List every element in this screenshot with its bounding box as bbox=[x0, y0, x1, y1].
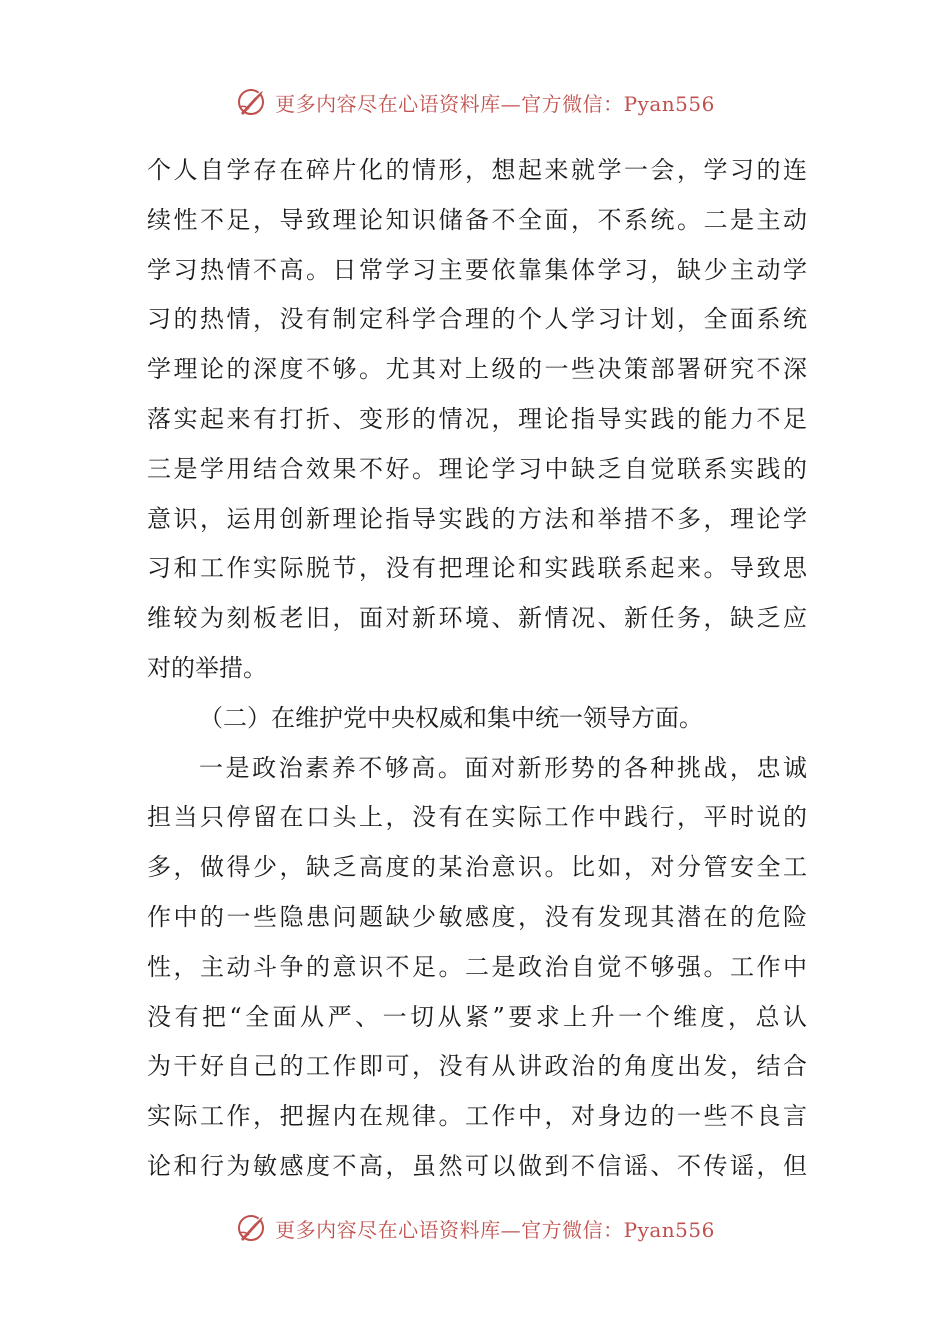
text-line: 一是政治素养不够高。面对新形势的各种挑战，忠诚 bbox=[199, 753, 807, 782]
text-line: 担当只停留在口头上，没有在实际工作中践行，平时说的 bbox=[147, 803, 807, 832]
quill-pen-logo-icon bbox=[235, 85, 269, 119]
header-watermark-banner bbox=[0, 82, 950, 122]
text-line: 习的热情，没有制定科学合理的个人学习计划，全面系统 bbox=[147, 305, 807, 334]
text-line: 性，主动斗争的意识不足。二是政治自觉不够强。工作中 bbox=[147, 952, 807, 981]
text-line: 维较为刻板老旧，面对新环境、新情况、新任务，缺乏应 bbox=[147, 604, 807, 633]
text-line: 论和行为敏感度不高，虽然可以做到不信谣、不传谣，但 bbox=[147, 1151, 807, 1180]
text-line: 落实起来有打折、变形的情况，理论指导实践的能力不足 bbox=[147, 404, 807, 433]
header-watermark-text: 更多内容尽在心语资料库—官方微信：Pyan556 bbox=[275, 91, 715, 116]
text-line: 实际工作，把握内在规律。工作中，对身边的一些不良言 bbox=[147, 1102, 807, 1131]
text-line: 习和工作实际脱节，没有把理论和实践联系起来。导致思 bbox=[147, 554, 807, 583]
text-line: 作中的一些隐患问题缺少敏感度，没有发现其潜在的危险 bbox=[147, 902, 807, 931]
footer-watermark-text: 更多内容尽在心语资料库—官方微信：Pyan556 bbox=[275, 1217, 715, 1242]
document-body bbox=[147, 146, 807, 1192]
text-line: 个人自学存在碎片化的情形，想起来就学一会，学习的连 bbox=[147, 156, 807, 184]
footer-watermark-banner bbox=[0, 1208, 950, 1248]
text-line: 没有把“全面从严、一切从紧”要求上升一个维度，总认 bbox=[147, 1002, 807, 1031]
text-line: 意识，运用创新理论指导实践的方法和举措不多，理论学 bbox=[147, 504, 807, 533]
text-line: 三是学用结合效果不好。理论学习中缺乏自觉联系实践的 bbox=[147, 454, 807, 483]
text-line: （二）在维护党中央权威和集中统一领导方面。 bbox=[199, 703, 703, 732]
quill-pen-logo-icon bbox=[235, 1211, 269, 1245]
text-line: 对的举措。 bbox=[147, 653, 267, 682]
text-line: 为干好自己的工作即可，没有从讲政治的角度出发，结合 bbox=[147, 1052, 807, 1081]
text-line: 学理论的深度不够。尤其对上级的一些决策部署研究不深 bbox=[147, 355, 807, 384]
text-line: 续性不足，导致理论知识储备不全面，不系统。二是主动 bbox=[147, 205, 807, 234]
text-line: 学习热情不高。日常学习主要依靠集体学习，缺少主动学 bbox=[147, 255, 807, 284]
text-line: 多，做得少，缺乏高度的某治意识。比如，对分管安全工 bbox=[147, 853, 807, 882]
